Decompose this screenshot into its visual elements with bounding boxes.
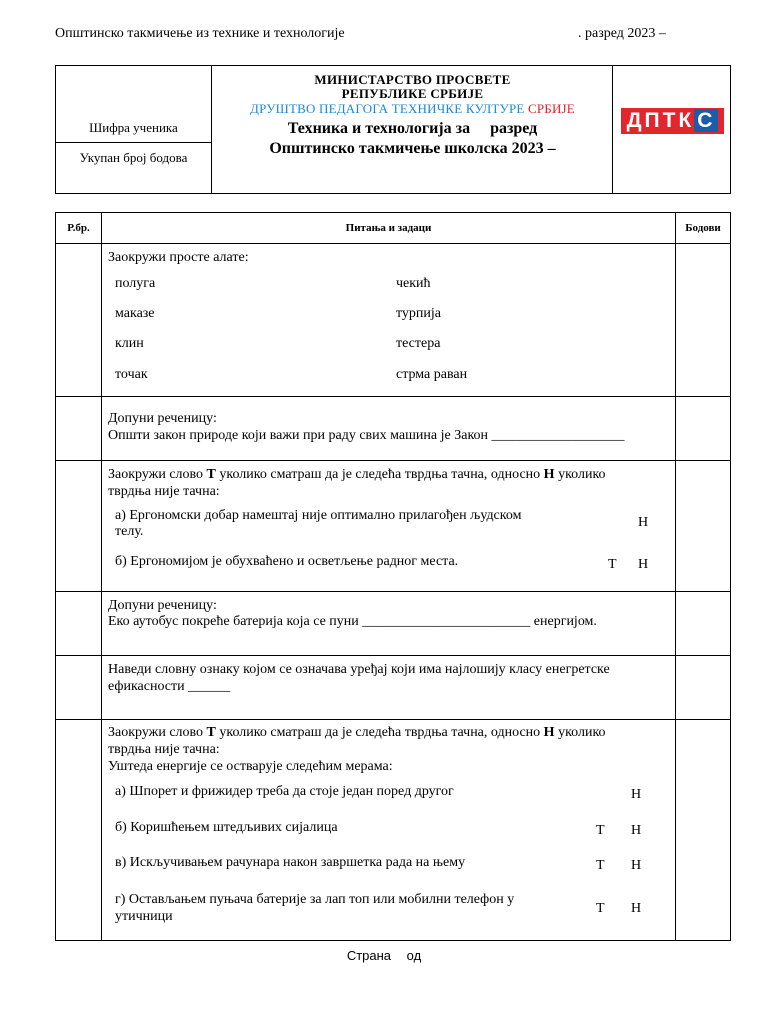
points-cell — [676, 244, 731, 397]
q4-line2: Еко аутобус покреће батерија која се пуни ________________________ енергијом. — [108, 614, 597, 629]
header-box — [55, 65, 731, 194]
answer-true[interactable]: Т — [608, 557, 617, 572]
row-number-cell — [56, 592, 102, 656]
tool-option[interactable]: клин — [115, 336, 144, 351]
points-cell — [676, 656, 731, 720]
q6-line3: Уштеда енергије се остварује следећим мерама: — [108, 759, 393, 774]
points-cell — [676, 397, 731, 461]
table-row — [56, 656, 731, 720]
student-code-label: Шифра ученика — [89, 120, 178, 135]
tool-option[interactable]: чекић — [396, 276, 431, 291]
student-code-cell — [56, 66, 211, 143]
logo-cell — [612, 66, 730, 193]
table-header-row — [56, 213, 731, 244]
page-footer — [0, 948, 768, 963]
subject-title: Техника и технологија за разред — [287, 120, 538, 137]
q2-line1: Допуни реченицу: — [108, 411, 217, 426]
q6-line2: тврдња није тачна: — [108, 742, 220, 757]
society-name: ДРУШТВО ПЕДАГОГА ТЕХНИЧКЕ КУЛТУРЕ — [250, 101, 525, 116]
answer-true[interactable]: Т — [596, 858, 605, 873]
row-number-cell — [56, 397, 102, 461]
question-2 — [102, 397, 676, 461]
q5-line1: Наведи словну ознаку којом се означава уређај који има најлошију класу енегретске — [108, 662, 610, 677]
answer-false[interactable]: Н — [638, 515, 649, 530]
question-4 — [102, 592, 676, 656]
points-cell — [676, 720, 731, 941]
row-number-cell — [56, 720, 102, 941]
q5-line2: ефикасности ______ — [108, 679, 231, 694]
questions-table — [55, 212, 731, 941]
answer-false[interactable]: Н — [631, 858, 642, 873]
col-questions-header: Питања и задаци — [102, 213, 676, 244]
answer-false[interactable]: Н — [631, 787, 642, 802]
table-row — [56, 244, 731, 397]
header-left-title: Општинско такмичење из технике и технологије — [55, 26, 345, 41]
q3-a-line2: телу. — [115, 524, 144, 539]
q3-line2: тврдња није тачна: — [108, 484, 220, 499]
q6-b-line: б) Коришћењем штедљивих сијалица — [115, 820, 338, 835]
answer-true[interactable]: Т — [596, 901, 605, 916]
points-cell — [676, 592, 731, 656]
row-number-cell — [56, 656, 102, 720]
q1-prompt: Заокружи просте алате: — [108, 250, 249, 265]
question-6 — [102, 720, 676, 941]
q3-line1: Заокружи слово Т уколико сматраш да је следећа тврдња тачна, односно Н уколико — [108, 467, 606, 482]
col-number-header: Р.бр. — [56, 213, 102, 244]
of-label: од — [406, 948, 422, 963]
q6-c-line: в) Искључивањем рачунара након завршетка рада на њему — [115, 855, 466, 870]
q3-b-line: б) Ергономијом је обухваћено и осветљење радног места. — [115, 554, 459, 569]
q3-a-line1: а) Ергономски добар намештај није оптимално прилагођен људском — [115, 508, 522, 523]
tool-option[interactable]: стрма раван — [396, 367, 468, 382]
question-5 — [102, 656, 676, 720]
table-row — [56, 461, 731, 592]
table-row — [56, 397, 731, 461]
row-number-cell — [56, 244, 102, 397]
q6-line1: Заокружи слово Т уколико сматраш да је следећа тврдња тачна, односно Н уколико — [108, 725, 606, 740]
society-country: СРБИЈЕ — [527, 101, 575, 116]
dptks-logo: ДПТК С — [621, 108, 724, 134]
q6-d-line2: утичници — [115, 909, 173, 924]
table-row — [56, 720, 731, 941]
answer-false[interactable]: Н — [638, 557, 649, 572]
row-number-cell — [56, 461, 102, 592]
answer-false[interactable]: Н — [631, 823, 642, 838]
ministry-line2: РЕПУБЛИКЕ СРБИЈЕ — [341, 86, 484, 101]
q4-line1: Допуни реченицу: — [108, 598, 217, 613]
tool-option[interactable]: полуга — [115, 276, 156, 291]
tool-option[interactable]: маказе — [115, 306, 155, 321]
q6-a-line: а) Шпорет и фрижидер треба да стоје један поред другог — [115, 784, 454, 799]
q2-line2: Општи закон природе који важи при раду свих машина је Закон ___________________ — [108, 428, 625, 443]
tool-option[interactable]: точак — [115, 367, 148, 382]
student-info-cell — [56, 66, 212, 193]
society-line — [213, 101, 612, 117]
answer-false[interactable]: Н — [631, 901, 642, 916]
page-label: Страна — [346, 948, 392, 963]
header-right-grade: . разред 2023 – — [578, 26, 666, 41]
points-cell — [676, 461, 731, 592]
total-points-label: Укупан број бодова — [79, 150, 188, 165]
question-3 — [102, 461, 676, 592]
tool-option[interactable]: тестера — [396, 336, 441, 351]
competition-title: Општинско такмичење школска 2023 – — [269, 140, 556, 157]
table-row — [56, 592, 731, 656]
tool-option[interactable]: турпија — [396, 306, 442, 321]
answer-true[interactable]: Т — [596, 823, 605, 838]
question-1 — [102, 244, 676, 397]
col-points-header: Бодови — [676, 213, 731, 244]
q6-d-line1: г) Остављањем пуњача батерије за лап топ или мобилни телефон у — [115, 892, 515, 907]
ministry-line1: МИНИСТАРСТВО ПРОСВЕТЕ — [314, 72, 511, 87]
